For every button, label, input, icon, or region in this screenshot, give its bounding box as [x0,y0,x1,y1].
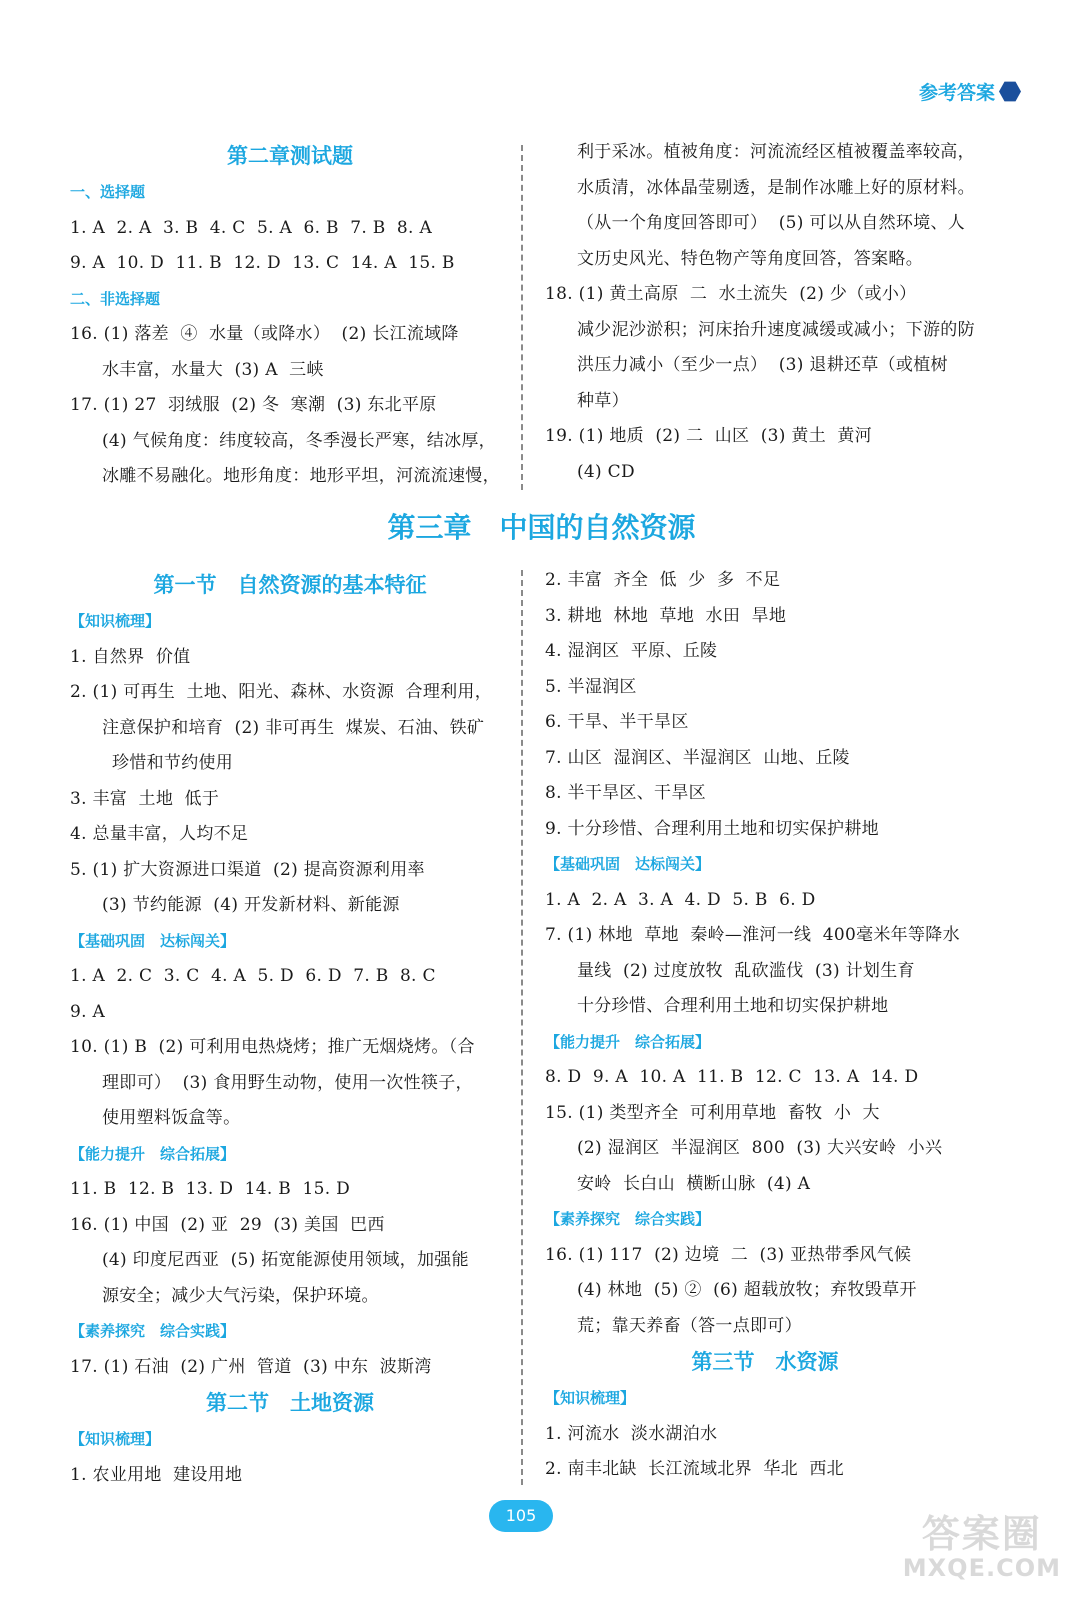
answer-line: 17. (1) 27 羽绒服 (2) 冬 寒潮 (3) 东北平原 [70,395,437,415]
watermark-logo [903,1503,1061,1582]
answer-line: 1. A 2. A 3. B 4. C 5. A 6. B 7. B 8. A [70,217,433,238]
answer-line: 文历史风光、特色物产等角度回答，答案略。 [577,248,923,269]
column-divider-bottom [521,570,523,1485]
answer-line: (3) 节约能源 (4) 开发新材料、新能源 [102,895,400,915]
answer-line: 使用塑料饭盒等。 [102,1108,241,1128]
answer-line: 2. 南丰北缺 长江流域北界 华北 西北 [545,1459,844,1479]
answer-line: (2) 湿润区 半湿润区 800 (3) 大兴安岭 小兴 [577,1138,943,1158]
answer-line: 16. (1) 落差 ④ 水量（或降水） (2) 长江流域降 [70,324,459,344]
answer-line: 荒；靠天养畜（答一点即可） [577,1315,802,1336]
watermark-cn: 答案圈 [921,1512,1042,1556]
answer-key-tag [919,78,1021,105]
answer-line: 5. (1) 扩大资源进口渠道 (2) 提高资源利用率 [70,859,425,880]
answer-line: 1. 农业用地 建设用地 [70,1464,243,1485]
subheading: 【素养探究 综合实践】 [545,1210,711,1228]
answer-line: 15. (1) 类型齐全 可利用草地 畜牧 小 大 [545,1102,880,1123]
answer-line: 1. A 2. C 3. C 4. A 5. D 6. D 7. B 8. C [70,966,436,986]
answer-line: 7. (1) 林地 草地 秦岭—淮河一线 400毫米年等降水 [545,925,960,945]
answer-line: （从一个角度回答即可） (5) 可以从自然环境、人 [577,213,966,233]
answer-line: 利于采冰。植被角度：河流流经区植被覆盖率较高， [577,142,975,162]
answer-line: 安岭 长白山 横断山脉 (4) A [577,1173,811,1194]
answer-line: 4. 总量丰富，人均不足 [70,824,249,844]
section-title: 第三节 水资源 [691,1350,839,1374]
answer-line: 量线 (2) 过度放牧 乱砍滥伐 (3) 计划生育 [577,960,915,981]
section2-and-3 [545,563,985,1488]
subheading: 【能力提升 综合拓展】 [70,1144,236,1163]
column-divider-top [521,145,523,490]
answer-line: 水丰富，水量大 (3) A 三峡 [102,359,324,380]
answer-line: 种草） [577,390,629,411]
answer-line: 18. (1) 黄土高原 二 水土流失 (2) 少（或小） [545,284,917,304]
answer-line: 2. (1) 可再生 土地、阳光、森林、水资源 合理利用， [70,682,493,702]
subheading: 【基础巩固 达标闯关】 [70,931,236,950]
subheading: 【基础巩固 达标闯关】 [545,855,711,873]
answer-line: 8. 半干旱区、干旱区 [545,783,706,803]
answer-line: 1. 自然界 价值 [70,646,191,667]
answer-line: (4) 印度尼西亚 (5) 拓宽能源使用领域，加强能 [102,1250,469,1270]
page-number: 105 [489,1500,553,1532]
answer-line: 2. 丰富 齐全 低 少 多 不足 [545,570,781,590]
chapter2-test-continued [545,135,985,490]
watermark-en: MXQE.COM [902,1554,1061,1582]
answer-key-label: 参考答案 [918,82,995,104]
subheading: 【知识梳理】 [545,1389,636,1407]
answer-line: 3. 丰富 土地 低于 [70,788,220,809]
answer-line: 10. (1) B (2) 可利用电热烧烤；推广无烟烧烤。（合 [70,1037,475,1057]
section1-and-2 [70,567,510,1493]
answer-line: 6. 干旱、半干旱区 [545,712,689,732]
chapter-title: 第三章 中国的自然资源 [387,511,696,544]
answer-line: (4) 气候角度：纬度较高，冬季漫长严寒，结冰厚， [102,430,496,451]
answer-line: 水质清，冰体晶莹剔透，是制作冰雕上好的原材料。 [577,177,975,198]
answer-line: 19. (1) 地质 (2) 二 山区 (3) 黄土 黄河 [545,426,873,446]
answer-line: 珍惜和节约使用 [112,753,234,773]
answer-line: 3. 耕地 林地 草地 水田 旱地 [545,605,787,626]
answer-line: 减少泥沙淤积；河床抬升速度减缓或减小；下游的防 [577,319,975,340]
subheading: 二、非选择题 [70,289,161,308]
answer-line: 1. 河流水 淡水湖泊水 [545,1423,718,1444]
section-title: 第二节 土地资源 [206,1391,374,1415]
subheading: 一、选择题 [70,183,146,201]
answer-line: 9. 十分珍惜、合理利用土地和切实保护耕地 [545,818,879,839]
answer-line: 源安全；减少大气污染，保护环境。 [102,1285,379,1306]
answer-line: 9. A [70,1001,106,1022]
answer-line: 11. B 12. B 13. D 14. B 15. D [70,1179,351,1199]
subheading: 【素养探究 综合实践】 [70,1322,236,1340]
section-title: 第一节 自然资源的基本特征 [153,573,427,597]
answer-line: 十分珍惜、合理利用土地和切实保护耕地 [577,996,889,1016]
subheading: 【知识梳理】 [70,1430,161,1448]
answer-line: 7. 山区 湿润区、半湿润区 山地、丘陵 [545,747,850,768]
chapter2-test-section [70,138,510,495]
answer-line: (4) CD [577,461,635,482]
answer-line: 注意保护和培育 (2) 非可再生 煤炭、石油、铁矿 [102,717,485,738]
answer-line: (4) 林地 (5) ② (6) 超载放牧；弃牧毁草开 [577,1280,917,1300]
answer-line: 8. D 9. A 10. A 11. B 12. C 13. A 14. D [545,1067,919,1087]
answer-line: 5. 半湿润区 [545,676,637,697]
answer-line: 17. (1) 石油 (2) 广州 管道 (3) 中东 波斯湾 [70,1356,432,1377]
hexagon-icon [999,81,1021,103]
answer-line: 洪压力减小（至少一点） (3) 退耕还草（或植树 [577,355,948,375]
answer-line: 16. (1) 117 (2) 边境 二 (3) 亚热带季风气候 [545,1244,912,1265]
answer-line: 冰雕不易融化。地形角度：地形平坦，河流流速慢， [102,466,500,486]
answer-line: 1. A 2. A 3. A 4. D 5. B 6. D [545,889,816,910]
answer-line: 4. 湿润区 平原、丘陵 [545,641,718,661]
answer-line: 9. A 10. D 11. B 12. D 13. C 14. A 15. B [70,253,455,273]
subheading: 【能力提升 综合拓展】 [545,1032,711,1051]
subheading: 【知识梳理】 [70,612,161,630]
section-title: 第二章测试题 [227,144,353,168]
answer-line: 16. (1) 中国 (2) 亚 29 (3) 美国 巴西 [70,1214,385,1235]
answer-line: 理即可） (3) 食用野生动物，使用一次性筷子， [102,1072,473,1093]
